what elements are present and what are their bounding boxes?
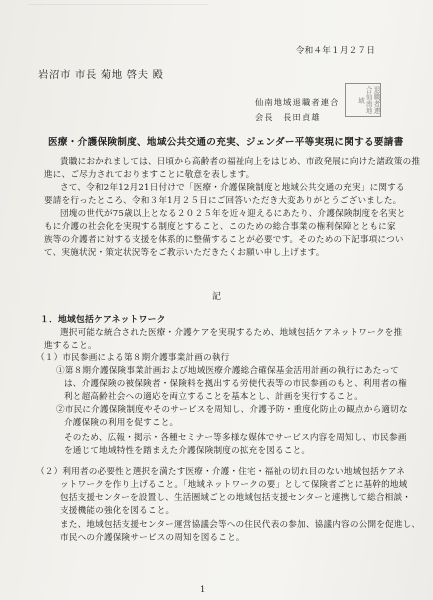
section1-line: ①第８期介護保険事業計画および地域医療介護総合確保基金活用計画の執行にあたって	[56, 366, 399, 376]
sender-representative: 会長 長田貞雄	[255, 112, 321, 122]
section-heading: １．地域包括ケアネットワーク	[40, 315, 166, 325]
intro-line: て、実施状況・策定状況等をご教示いただきたくお願い申し上げます。	[44, 248, 325, 258]
section2-line: 市民への介護保険サービスの周知を図ること。	[60, 533, 245, 543]
section1-line: 利と超高齢社会への適応を両立することを基本とし、計画を実行すること。	[64, 392, 363, 402]
sender-organization: 仙南地域退職者連合	[255, 97, 340, 107]
section2-line: ットワークを作り上げること。「地域ネットワークの要」として保険者ごとに基幹的地域	[60, 480, 408, 490]
intro-line: 族等の介護者に対する支援を体系的に整備することが必要です。そのための下記事項につい	[44, 235, 404, 245]
intro-line: 進に、ご尽力されておりますことに敬意を表します。	[44, 170, 255, 180]
document-title: 医療・介護保険制度、地域公共交通の充実、ジェンダー平等実現に関する要請書	[48, 137, 404, 148]
intro-line: 要請を行ったところ、令和３年1月２５日にご回答いただき大変ありがとうございました。	[44, 196, 402, 206]
section2-line: 支援機能の強化を図ること。	[60, 506, 175, 516]
section1-line: そのため、広報・掲示・各種セミナー等多様な媒体でサービス内容を周知し、市民参画	[64, 433, 407, 443]
section2-line: 包括支援センターを設置し、生活圏域ごとの地域包括支援センターと連携して総合相談・	[60, 493, 412, 503]
organization-seal: 退職者連合仙南地域	[345, 83, 381, 117]
section1-line: （１）市民参画による第８期介護事業計画の執行	[36, 353, 230, 363]
section1-line: 選択可能な統合された医療・介護ケアを実現するため、地域包括ケアネットワークを推	[60, 328, 403, 338]
show-through-marks	[28, 4, 208, 65]
ki-heading: 記	[212, 292, 223, 302]
section2-line: （２）利用者の必要性と選択を満たす医療・介護・住宅・福祉の切れ目のない地域包括ケアネ	[36, 467, 405, 477]
section2-line: また、地域包括支援センター運営協議会等への住民代表の参加、協議内容の公開を促進し、	[60, 520, 421, 530]
section1-line: 進すること。	[44, 341, 97, 351]
document-date: 令和４年１月２７日	[295, 46, 375, 56]
section1-line: を通じて地域特性を踏まえた介護保険制度の拡充を図ること。	[64, 446, 311, 456]
addressee: 岩沼市 市長 菊地 啓夫 殿	[38, 69, 164, 81]
section1-line: は、介護保険の被保険者・保険料を拠出する労使代表等の市民参画のもと、利用者の権	[64, 379, 407, 389]
intro-line: 団塊の世代が75歳以上となる２０２５年を近々迎えるにあたり、介護保険制度を名実と	[60, 209, 406, 219]
intro-line: 貴職におかれましては、日頃から高齢者の福祉向上をはじめ、市政発展に向けた諸政策の推	[60, 157, 421, 167]
intro-line: もに介護の社会化を実現する制度とすること、このための総合事業の権利保障とともに家	[44, 222, 396, 232]
intro-line: さて、令和2年12月21日付けで「医療・介護保険制度と地域公共交通の充実」に関する	[60, 183, 405, 193]
page-number: 1	[200, 584, 206, 594]
section1-line: 介護保険の利用を促すこと。	[64, 418, 179, 428]
section1-line: ②市民に介護保険制度やそのサービスを周知し、介護予防・重度化防止の観点から適切な	[56, 405, 408, 415]
